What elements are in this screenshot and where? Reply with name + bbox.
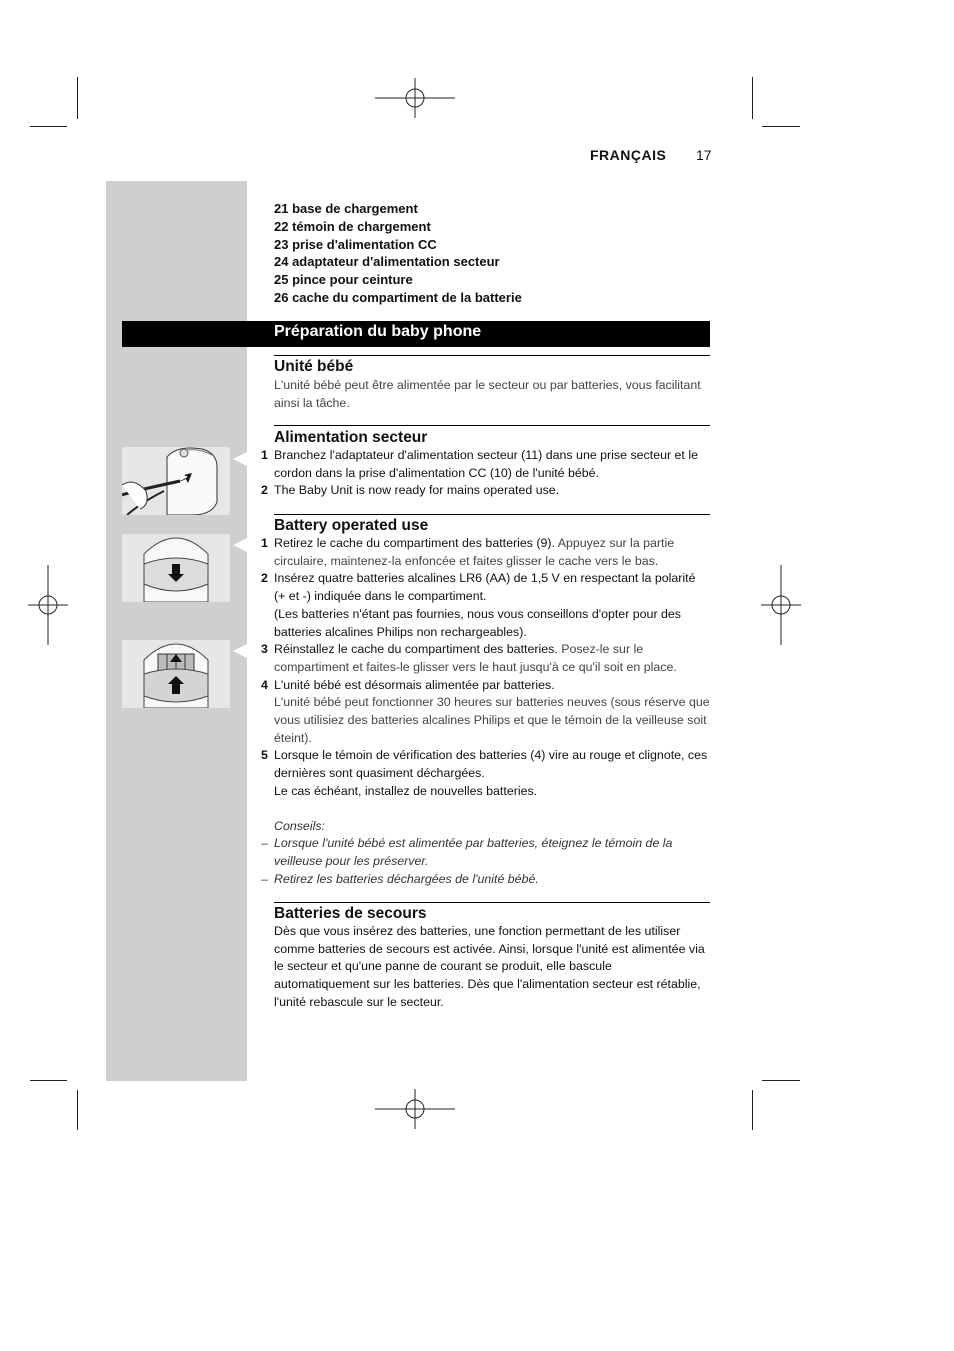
step-text: L'unité bébé est désormais alimentée par batteries. [274,677,555,692]
header-language: FRANÇAIS [590,147,667,163]
registration-mark-top [375,78,455,118]
step-item [261,535,710,570]
step-item [261,482,710,500]
list-item: 23 prise d'alimentation CC [274,236,437,252]
step-text: Insérez quatre batteries alcalines LR6 (AA) de 1,5 V en respectant la polarité (+ et -) indiquée dans le compartiment. [274,571,696,604]
steps-alimentation [261,447,710,500]
remove-cover-illustration [122,534,230,602]
step-detail: Le cas échéant, installez de nouvelles batteries. [274,783,538,798]
figure-pointer [233,452,247,466]
paragraph-batteries-secours: Dès que vous insérez des batteries, une fonction permettant de les utiliser comme batteries de secours est activée. Ainsi, lorsque l'unité est alimentée via le secteur et qu'une panne de courant se produit, elle bascule automatiquement sur les batteries. Dès que l'alimentation secteur est rétablie, l'unité rebascule sur le secteur. [274,924,705,1009]
figure-pointer [233,644,247,658]
heading-battery-operated: Battery operated use [274,517,429,534]
step-number: 2 [261,483,268,498]
step-item [261,447,710,482]
step-text: Lorsque le témoin de vérification des batteries (4) vire au rouge et clignote, ces dernières sont quasiment déchargées. [274,748,708,781]
heading-batteries-secours: Batteries de secours [274,905,427,922]
step-number: 4 [261,677,268,692]
step-item [261,570,710,641]
step-detail: (Les batteries n'étant pas fournies, nous vous conseillons d'opter pour des batteries alcalines Philips non rechargeables). [274,606,681,639]
step-number: 2 [261,571,268,586]
illustration-mains-plug [122,447,230,515]
divider [274,514,710,515]
tip-text: Lorsque l'unité bébé est alimentée par batteries, éteignez le témoin de la veilleuse pour les préserver. [274,836,673,868]
divider [274,902,710,903]
step-text: The Baby Unit is now ready for mains operated use. [274,483,560,498]
registration-mark-left [28,565,68,645]
tip-item [261,835,710,870]
step-item [261,641,710,676]
step-number: 5 [261,748,268,763]
gray-sidebar [106,181,247,1081]
step-text: Branchez l'adaptateur d'alimentation secteur (11) dans une prise secteur et le cordon dans la prise d'alimentation CC (10) de l'unité bébé. [274,448,698,480]
insert-batteries-illustration [122,640,230,708]
registration-mark-bottom [375,1089,455,1129]
steps-battery [261,535,710,888]
list-item: 25 pince pour ceinture [274,272,413,288]
divider [274,425,710,426]
list-item: 24 adaptateur d'alimentation secteur [274,254,500,270]
plug-illustration [122,447,230,515]
registration-mark-right [761,565,801,645]
section-title: Préparation du baby phone [274,323,482,340]
figure-pointer [233,538,247,552]
list-item: 26 cache du compartiment de la batterie [274,289,522,305]
tip-dash: – [261,836,268,851]
step-detail: Appuyez sur la partie circulaire, maintenez-la enfoncée et faites glisser le cache vers le bas. [274,536,675,568]
heading-alimentation-secteur: Alimentation secteur [274,429,428,446]
illustration-insert-batteries [122,640,230,708]
step-item [261,747,710,800]
page-number: 17 [696,147,712,163]
list-item: 22 témoin de chargement [274,218,431,234]
step-text: Réinstallez le cache du compartiment des batteries. [274,642,558,657]
paragraph-unite-bebe: L'unité bébé peut être alimentée par le secteur ou par batteries, vous facilitant ainsi la tâche. [274,378,701,410]
step-text: Retirez le cache du compartiment des batteries (9). [274,536,555,550]
tip-item [261,871,710,889]
step-number: 3 [261,642,268,657]
step-detail: L'unité bébé peut fonctionner 30 heures sur batteries neuves (sous réserve que vous utilisiez des batteries alcalines Philips et que le témoin de la veilleuse soit éteint). [274,695,710,745]
divider [274,355,710,356]
list-item: 21 base de chargement [274,201,418,216]
tip-text: Retirez les batteries déchargées de l'unité bébé. [274,871,539,886]
parts-list [274,200,522,307]
heading-unite-bebe: Unité bébé [274,358,354,375]
step-number: 1 [261,448,268,462]
illustration-remove-cover [122,534,230,602]
step-number: 1 [261,536,268,550]
tips-label: Conseils: [274,818,325,833]
step-detail: Posez-le sur le compartiment et faites-le glisser vers le haut jusqu'à ce qu'il soit en place. [274,642,677,674]
tip-dash: – [261,871,268,886]
step-item [261,677,710,748]
